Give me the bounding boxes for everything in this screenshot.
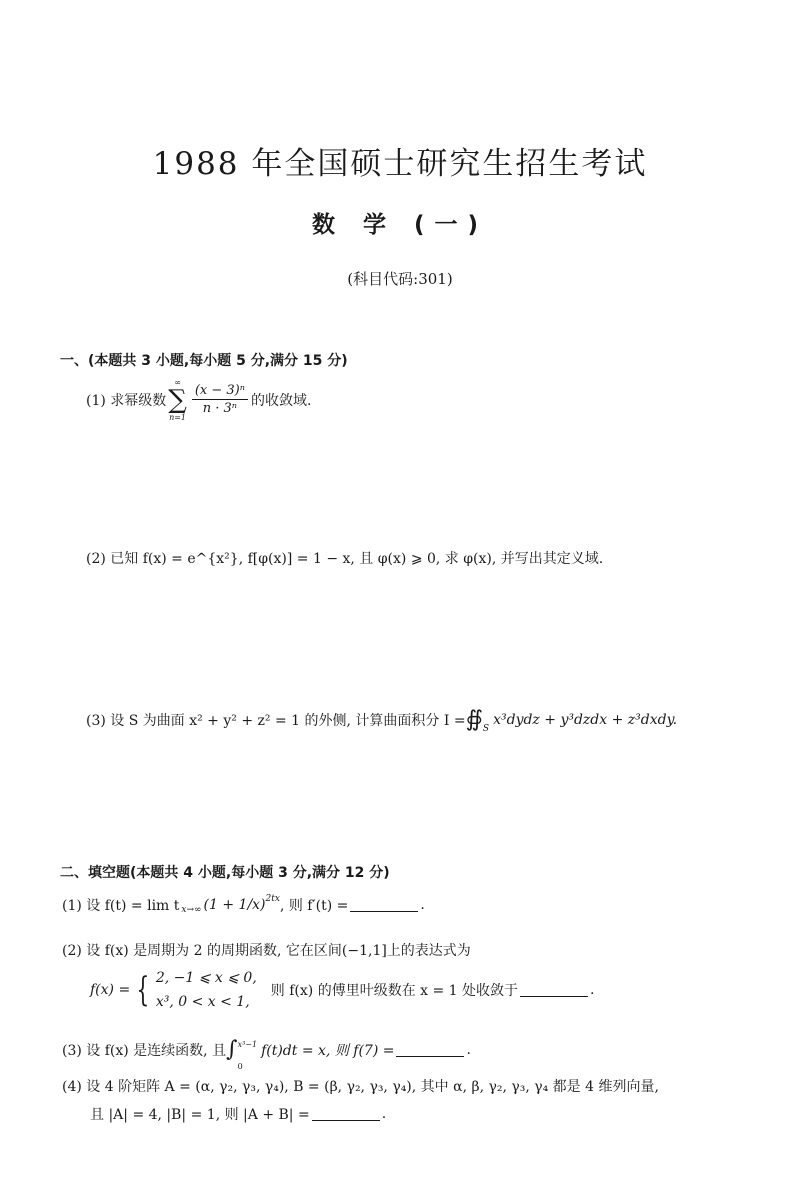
s2q3-end: . [466, 1042, 471, 1058]
s2-question-2-line-1 [62, 940, 471, 960]
answer-blank-4[interactable] [312, 1108, 380, 1121]
integral-upper-limit: x³−1 [237, 1040, 258, 1049]
sum-lower: n=1 [169, 413, 187, 422]
s1-question-3 [86, 700, 677, 740]
s2q4-end: . [381, 1106, 387, 1122]
s2q4-line1: (4) 设 4 阶矩阵 A = (α, γ₂, γ₃, γ₄), B = (β, γ₂, γ₃, γ₄), 其中 α, β, γ₂, γ₃, γ₄ 都是 4 维列向量, [62, 1079, 659, 1095]
s1q3-prefix: (3) 设 S 为曲面 x² + y² + z² = 1 的外侧, 计算曲面积分 I = [86, 713, 466, 729]
limit-body: (1 + 1/x) [203, 897, 266, 913]
s2-question-3 [62, 1034, 471, 1071]
sum-upper: ∞ [174, 378, 181, 387]
exam-title: 1988 年全国硕士研究生招生考试 [152, 146, 648, 182]
section-1-heading: 一、(本题共 3 小题,每小题 5 分,满分 15 分) [60, 353, 348, 369]
answer-blank-2[interactable] [520, 984, 588, 997]
limit-exponent: 2tx [265, 894, 280, 904]
s2-question-4-line-1 [62, 1076, 659, 1096]
s2q2-suffix: 则 f(x) 的傅里叶级数在 x = 1 处收敛于 [270, 983, 519, 999]
answer-blank-1[interactable] [350, 899, 418, 912]
left-brace: { [136, 970, 150, 1010]
integral-subscript: S [482, 724, 490, 734]
piecewise-lhs: f(x) = [90, 982, 131, 998]
s1-question-1 [86, 378, 311, 422]
series-term-fraction [192, 383, 248, 418]
closed-double-integral-symbol: ∯ [465, 707, 483, 732]
s1q2-text: (2) 已知 f(x) = e^{x²}, f[φ(x)] = 1 − x, 且 φ(x) ⩾ 0, 求 φ(x), 并写出其定义域. [86, 551, 604, 567]
s1q3-suffix: x³dydz + y³dzdx + z³dxdy. [493, 712, 678, 728]
integral-lower-limit: 0 [237, 1062, 243, 1071]
integral-limits [237, 1034, 258, 1071]
exam-subtitle: 数 学 (一) [311, 212, 489, 238]
case-2: x³, 0 < x < 1, [155, 994, 250, 1010]
s2q4-line2: 且 |A| = 4, |B| = 1, 则 |A + B| = [90, 1107, 310, 1123]
s2-question-1 [62, 894, 425, 916]
s2q1-suffix: , 则 f′(t) = [279, 898, 349, 914]
subject-code: (科目代码:301) [347, 270, 453, 288]
s2-question-4-line-2 [90, 1104, 386, 1124]
surface-integral [466, 700, 490, 740]
s2q2-line1: (2) 设 f(x) 是周期为 2 的周期函数, 它在区间(−1,1]上的表达式为 [62, 943, 471, 959]
s2q3-prefix: (3) 设 f(x) 是连续函数, 且 [62, 1043, 227, 1059]
definite-integral [226, 1034, 261, 1071]
integral-symbol: ∫ [226, 1037, 238, 1062]
sigma-symbol: ∑ [168, 385, 187, 415]
piecewise-cases [156, 966, 257, 1014]
answer-blank-3[interactable] [396, 1044, 464, 1057]
s2-question-2-line-2 [90, 966, 595, 1014]
section-2-heading: 二、填空题(本题共 4 小题,每小题 3 分,满分 12 分) [60, 865, 390, 881]
s1-question-2 [86, 548, 603, 568]
piecewise-function [130, 966, 257, 1014]
s2q3-suffix: f(t)dt = x, 则 f(7) = [261, 1043, 395, 1059]
s2q2-end: . [590, 982, 595, 998]
fraction-numerator: (x − 3)ⁿ [192, 383, 248, 400]
case-1: 2, −1 ⩽ x ⩽ 0, [155, 970, 257, 986]
s1q1-prefix: (1) 求幂级数 [86, 393, 167, 409]
s2q1-end: . [420, 897, 425, 913]
summation [168, 378, 187, 422]
s2q1-prefix: (1) 设 f(t) = lim t [62, 898, 180, 914]
limit-subscript: x→∞ [181, 905, 202, 915]
fraction-denominator: n · 3ⁿ [202, 400, 238, 416]
s1q1-suffix: 的收敛域. [251, 393, 312, 409]
